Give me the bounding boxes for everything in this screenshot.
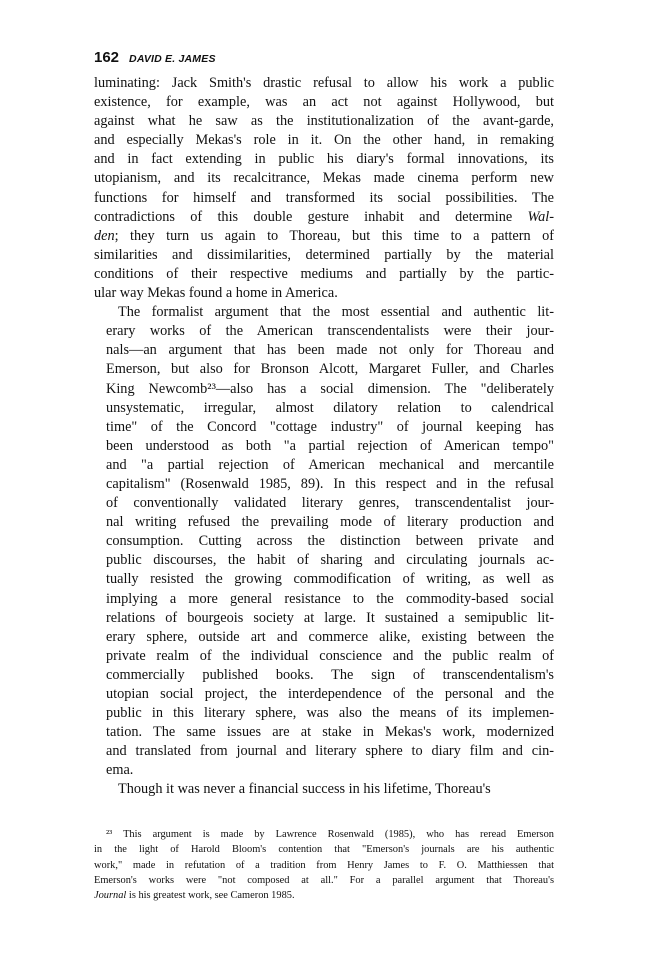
- text-line: time" of the Concord "cottage industry" of journal keeping has: [106, 418, 554, 435]
- text-line: and "a partial rejection of American mechanical and mercantile: [106, 456, 554, 473]
- footnote-line: in the light of Harold Bloom's contention that "Emerson's journals are his authentic: [94, 844, 554, 856]
- text-line: functions for himself and transformed its social possibilities. The: [94, 189, 554, 206]
- text-line: contradictions of this double gesture inhabit and determine Wal-: [94, 208, 554, 225]
- text-line: Though it was never a financial success in his lifetime, Thoreau's: [118, 781, 491, 798]
- text-line: luminating: Jack Smith's drastic refusal to allow his work a public: [94, 75, 554, 91]
- body-text: [94, 74, 554, 800]
- page-number: 162: [94, 49, 120, 66]
- text-line: nal writing refused the prevailing mode of literary production and: [106, 514, 554, 531]
- text-line: nals—an argument that has been made not only for Thoreau and: [106, 342, 554, 359]
- footnote-line: ²³ This argument is made by Lawrence Rosenwald (1985), who has reread Emerson: [106, 829, 554, 840]
- text-line: erary works of the American transcendentalists were their jour-: [106, 323, 554, 340]
- text-line: and in fact extending in public his diary's formal innovations, its: [94, 151, 554, 168]
- footnote-line: Journal is his greatest work, see Cameron 1985.: [94, 890, 295, 902]
- text-line: King Newcomb²³—also has a social dimension. The "deliberately: [106, 380, 554, 397]
- footnote-line: work," made in refutation of a tradition from Henry James to F. O. Matthiessen that: [94, 859, 554, 871]
- text-line: existence, for example, was an act not against Hollywood, but: [94, 94, 554, 111]
- text-line: The formalist argument that the most essential and authentic lit-: [118, 304, 554, 321]
- text-line: ular way Mekas found a home in America.: [94, 285, 338, 302]
- text-line: unsystematic, irregular, almost dilatory relation to calendrical: [106, 399, 554, 416]
- text-line: similarities and dissimilarities, determined partially by the material: [94, 246, 554, 263]
- text-line: den; they turn us again to Thoreau, but this time to a pattern of: [94, 227, 554, 244]
- text-line: of conventionally validated literary genres, transcendentalist jour-: [106, 495, 554, 512]
- text-line: utopian social project, the interdependence of the personal and the: [106, 686, 554, 702]
- paragraph-3: [94, 780, 554, 799]
- text-line: public in this literary sphere, was also the means of its implemen-: [106, 705, 554, 722]
- running-head-author: DAVID E. JAMES: [129, 53, 216, 65]
- text-line: utopianism, and its recalcitrance, Mekas made cinema perform new: [94, 170, 554, 187]
- text-line: Emerson, but also for Bronson Alcott, Margaret Fuller, and Charles: [106, 361, 554, 378]
- text-line: erary sphere, outside art and commerce alike, existing between the: [106, 628, 554, 645]
- text-line: against what he saw as the institutionalization of the avant-garde,: [94, 113, 554, 130]
- text-line: tually resisted the growing commodification of writing, as well as: [106, 571, 554, 588]
- footnote-23: [94, 827, 554, 903]
- text-line: relations of bourgeois society at large. It sustained a semipublic lit-: [106, 609, 554, 626]
- text-line: tation. The same issues are at stake in Mekas's work, modernized: [106, 724, 554, 741]
- text-line: commercially published books. The sign of transcendentalism's: [106, 666, 554, 683]
- text-line: conditions of their respective mediums and partially by the partic-: [94, 265, 554, 282]
- text-line: capitalism" (Rosenwald 1985, 89). In this respect and in the refusal: [106, 475, 554, 492]
- paragraph-2: [94, 303, 554, 780]
- text-line: consumption. Cutting across the distinction between private and: [106, 533, 554, 550]
- running-head: [94, 49, 216, 66]
- text-line: private realm of the individual conscience and the public realm of: [106, 647, 554, 664]
- text-line: and translated from journal and literary sphere to diary film and cin-: [106, 743, 554, 760]
- text-line: and especially Mekas's role in it. On the other hand, in remaking: [94, 132, 554, 149]
- paragraph-1: [94, 74, 554, 303]
- footnote-line: Emerson's works were "not composed at all." For a parallel argument that Thoreau's: [94, 874, 554, 886]
- text-line: been understood as both "a partial rejection of American tempo": [106, 437, 554, 454]
- text-line: ema.: [106, 762, 134, 779]
- text-line: public discourses, the habit of sharing and circulating journals ac-: [106, 552, 554, 569]
- text-line: implying a more general resistance to the commodity-based social: [106, 590, 554, 607]
